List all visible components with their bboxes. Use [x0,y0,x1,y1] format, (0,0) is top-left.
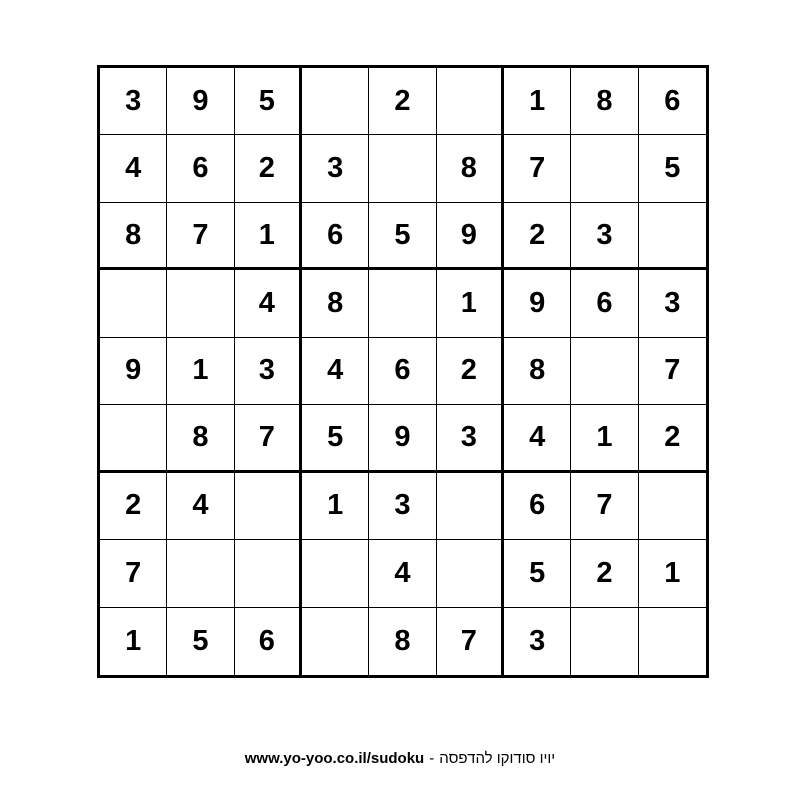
given-digit-cell: 1 [100,608,167,675]
given-digit-cell: 1 [437,270,504,337]
given-digit-cell: 8 [369,608,436,675]
given-digit-cell: 6 [167,135,234,202]
given-digit-cell: 6 [571,270,638,337]
given-digit-cell: 7 [100,540,167,607]
given-digit-cell: 8 [100,203,167,270]
given-digit-cell: 1 [167,338,234,405]
given-digit-cell: 7 [639,338,706,405]
given-digit-cell: 4 [167,473,234,540]
given-digit-cell: 9 [437,203,504,270]
given-digit-cell: 7 [167,203,234,270]
given-digit-cell: 1 [504,68,571,135]
empty-cell[interactable] [369,135,436,202]
empty-cell[interactable] [639,608,706,675]
given-digit-cell: 2 [639,405,706,472]
given-digit-cell: 1 [302,473,369,540]
empty-cell[interactable] [571,608,638,675]
empty-cell[interactable] [571,135,638,202]
given-digit-cell: 2 [571,540,638,607]
given-digit-cell: 8 [302,270,369,337]
given-digit-cell: 7 [235,405,302,472]
empty-cell[interactable] [437,68,504,135]
given-digit-cell: 7 [504,135,571,202]
given-digit-cell: 3 [369,473,436,540]
empty-cell[interactable] [302,540,369,607]
given-digit-cell: 5 [302,405,369,472]
given-digit-cell: 9 [504,270,571,337]
given-digit-cell: 8 [504,338,571,405]
given-digit-cell: 7 [571,473,638,540]
given-digit-cell: 2 [235,135,302,202]
given-digit-cell: 2 [437,338,504,405]
empty-cell[interactable] [302,608,369,675]
empty-cell[interactable] [571,338,638,405]
given-digit-cell: 4 [100,135,167,202]
footer-url[interactable]: www.yo-yoo.co.il/sudoku [244,750,425,767]
empty-cell[interactable] [235,473,302,540]
given-digit-cell: 5 [504,540,571,607]
given-digit-cell: 8 [571,68,638,135]
given-digit-cell: 2 [100,473,167,540]
given-digit-cell: 4 [504,405,571,472]
footer-separator: - [429,750,435,767]
given-digit-cell: 5 [639,135,706,202]
given-digit-cell: 3 [504,608,571,675]
given-digit-cell: 8 [437,135,504,202]
empty-cell[interactable] [437,540,504,607]
given-digit-cell: 2 [504,203,571,270]
empty-cell[interactable] [167,540,234,607]
given-digit-cell: 6 [302,203,369,270]
empty-cell[interactable] [100,270,167,337]
footer-credit [0,750,800,767]
given-digit-cell: 5 [369,203,436,270]
empty-cell[interactable] [167,270,234,337]
empty-cell[interactable] [437,473,504,540]
given-digit-cell: 6 [235,608,302,675]
given-digit-cell: 6 [504,473,571,540]
given-digit-cell: 6 [639,68,706,135]
given-digit-cell: 4 [235,270,302,337]
given-digit-cell: 9 [369,405,436,472]
given-digit-cell: 3 [571,203,638,270]
empty-cell[interactable] [235,540,302,607]
given-digit-cell: 2 [369,68,436,135]
given-digit-cell: 1 [235,203,302,270]
given-digit-cell: 5 [167,608,234,675]
given-digit-cell: 6 [369,338,436,405]
given-digit-cell: 7 [437,608,504,675]
given-digit-cell: 9 [167,68,234,135]
empty-cell[interactable] [639,203,706,270]
given-digit-cell: 3 [235,338,302,405]
sudoku-board [97,65,709,678]
empty-cell[interactable] [302,68,369,135]
empty-cell[interactable] [100,405,167,472]
given-digit-cell: 3 [437,405,504,472]
given-digit-cell: 4 [302,338,369,405]
given-digit-cell: 1 [639,540,706,607]
given-digit-cell: 3 [639,270,706,337]
given-digit-cell: 3 [302,135,369,202]
given-digit-cell: 5 [235,68,302,135]
given-digit-cell: 1 [571,405,638,472]
given-digit-cell: 3 [100,68,167,135]
given-digit-cell: 9 [100,338,167,405]
given-digit-cell: 8 [167,405,234,472]
empty-cell[interactable] [639,473,706,540]
given-digit-cell: 4 [369,540,436,607]
footer-hebrew-text: יויו סודוקו להדפסה [439,750,556,767]
empty-cell[interactable] [369,270,436,337]
